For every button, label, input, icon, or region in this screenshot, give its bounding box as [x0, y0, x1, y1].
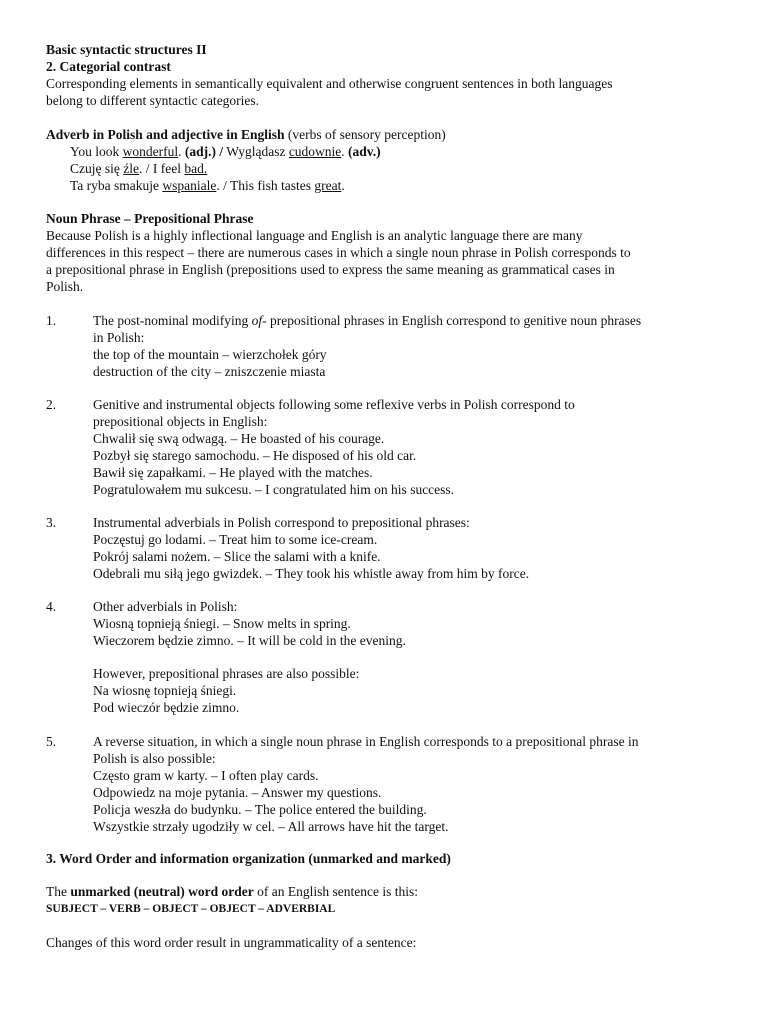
section-heading-categorial-contrast: 2. Categorial contrast	[46, 59, 171, 74]
subheading-adverb-adjective	[46, 127, 446, 144]
text: - prepositional phrases in English correspond to genitive noun phrases	[262, 313, 642, 328]
list-item-line: the top of the mountain – wierzchołek góry	[93, 347, 327, 362]
subheading-note: (verbs of sensory perception)	[284, 127, 446, 142]
list-item-line: Instrumental adverbials in Polish correspond to prepositional phrases:	[93, 515, 470, 530]
text: .	[341, 178, 345, 193]
underlined-word: źle	[123, 161, 139, 176]
underlined-word: great	[314, 178, 342, 193]
list-item-line: Chwalił się swą odwagą. – He boasted of his courage.	[93, 431, 385, 446]
example-line	[70, 144, 381, 161]
subheading-noun-phrase: Noun Phrase – Prepositional Phrase	[46, 211, 254, 226]
list-item-line: Poczęstuj go lodami. – Treat him to some ice-cream.	[93, 532, 378, 547]
list-item-line: Wiosną topnieją śniegi. – Snow melts in spring.	[93, 616, 351, 631]
text: The post-nominal modifying	[93, 313, 252, 328]
text: Ta ryba smakuje	[70, 178, 163, 193]
list-item-line: Wieczorem będzie zimno. – It will be cold in the evening.	[93, 633, 406, 648]
list-item-line: Wszystkie strzały ugodziły w cel. – All arrows have hit the target.	[93, 819, 449, 834]
list-item-line: in Polish:	[93, 330, 145, 345]
list-item-line: Bawił się zapałkami. – He played with the matches.	[93, 465, 373, 480]
pos-tag: (adj.) /	[184, 144, 224, 159]
underlined-word: cudownie	[288, 144, 342, 159]
paragraph-line: Because Polish is a highly inflectional language and English is an analytic language there are many	[46, 228, 583, 243]
list-item-line: Na wiosnę topnieją śniegi.	[93, 683, 237, 698]
paragraph-line: Changes of this word order result in ungrammaticality of a sentence:	[46, 935, 417, 950]
pos-tag: (adv.)	[348, 144, 381, 159]
list-item-line: Często gram w karty. – I often play cards.	[93, 768, 319, 783]
intro-line: Corresponding elements in semantically equivalent and otherwise congruent sentences in both languages	[46, 76, 613, 91]
paragraph-line: Polish.	[46, 279, 84, 294]
list-item-line: Odpowiedz na moje pytania. – Answer my questions.	[93, 785, 382, 800]
list-item-line: Pogratulowałem mu sukcesu. – I congratulated him on his success.	[93, 482, 455, 497]
list-item-line: However, prepositional phrases are also possible:	[93, 666, 360, 681]
list-number: 5.	[46, 734, 57, 749]
list-number: 1.	[46, 313, 57, 328]
paragraph-line: differences in this respect – there are numerous cases in which a single noun phrase in Polish corresponds to	[46, 245, 631, 260]
intro-line: belong to different syntactic categories.	[46, 93, 260, 108]
paragraph-line: a prepositional phrase in English (prepositions used to express the same meaning as grammatical cases in	[46, 262, 615, 277]
example-line	[70, 161, 207, 178]
list-item-line: Other adverbials in Polish:	[93, 599, 238, 614]
subheading-bold: Adverb in Polish and adjective in English	[46, 127, 285, 142]
text: . / This fish tastes	[216, 178, 315, 193]
text: of an English sentence is this:	[253, 884, 418, 899]
example-line	[70, 178, 345, 195]
list-number: 3.	[46, 515, 57, 530]
list-item-line: Odebrali mu siłą jego gwizdek. – They took his whistle away from him by force.	[93, 566, 530, 581]
list-item-line: prepositional objects in English:	[93, 414, 268, 429]
text: The	[46, 884, 71, 899]
list-number: 2.	[46, 397, 57, 412]
text: . / I feel	[139, 161, 185, 176]
list-item-line: Pokrój salami nożem. – Slice the salami with a knife.	[93, 549, 381, 564]
list-item-line: Policja weszła do budynku. – The police entered the building.	[93, 802, 427, 817]
text: You look	[70, 144, 123, 159]
list-item-line: A reverse situation, in which a single noun phrase in English corresponds to a prepositional phrase in	[93, 734, 639, 749]
underlined-word: bad.	[184, 161, 208, 176]
text: .	[178, 144, 185, 159]
text: Czuję się	[70, 161, 124, 176]
list-number: 4.	[46, 599, 57, 614]
underlined-word: wonderful	[122, 144, 179, 159]
text: .	[341, 144, 349, 159]
list-item-line: Polish is also possible:	[93, 751, 216, 766]
underlined-word: wspaniale	[162, 178, 217, 193]
bold-term: unmarked (neutral) word order	[70, 884, 254, 899]
document-title: Basic syntactic structures II	[46, 42, 207, 57]
list-item-line	[93, 313, 641, 330]
text: Wyglądasz	[223, 144, 289, 159]
list-item-line: Pod wieczór będzie zimno.	[93, 700, 240, 715]
section-heading-word-order: 3. Word Order and information organization (unmarked and marked)	[46, 851, 451, 866]
list-item-line: destruction of the city – zniszczenie miasta	[93, 364, 326, 379]
paragraph-line	[46, 884, 418, 901]
word-order-formula: SUBJECT – VERB – OBJECT – OBJECT – ADVERBIAL	[46, 903, 336, 915]
list-item-line: Genitive and instrumental objects following some reflexive verbs in Polish correspond to	[93, 397, 575, 412]
italic-word: of	[251, 313, 263, 328]
list-item-line: Pozbył się starego samochodu. – He disposed of his old car.	[93, 448, 417, 463]
